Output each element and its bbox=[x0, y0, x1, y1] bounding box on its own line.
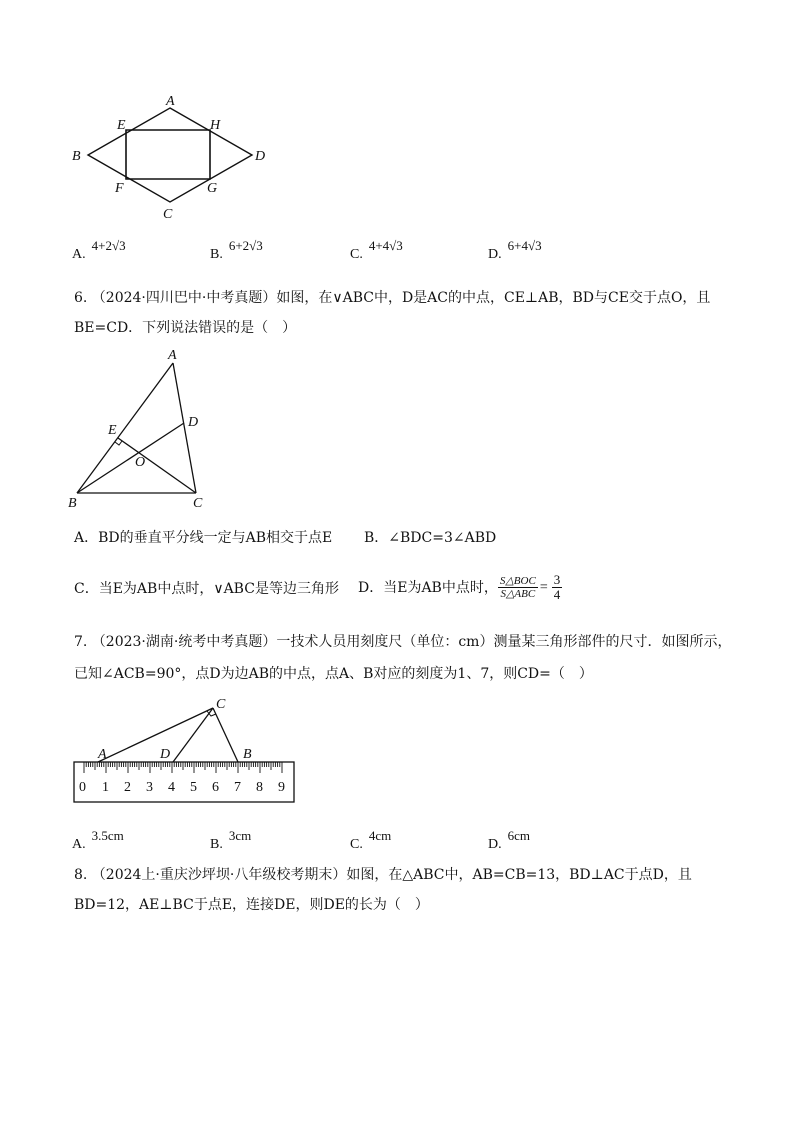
option-value: 6cm bbox=[507, 828, 531, 843]
q7-option-a[interactable] bbox=[72, 828, 124, 853]
q6-option-c[interactable]: C．当E为AB中点时，∨ABC是等边三角形 bbox=[74, 581, 339, 597]
option-value: 4cm bbox=[368, 828, 392, 843]
label-b: B bbox=[243, 747, 252, 762]
option-label: B. bbox=[210, 837, 223, 852]
fraction-denominator: S△ABC bbox=[500, 588, 536, 600]
q5-option-b[interactable] bbox=[210, 238, 263, 263]
label-o: O bbox=[135, 455, 146, 470]
option-label: B. bbox=[210, 247, 223, 262]
ruler-number: 1 bbox=[102, 780, 109, 795]
ruler-number: 5 bbox=[190, 780, 197, 795]
figure-triangle-abc bbox=[60, 340, 240, 510]
q7-option-d[interactable] bbox=[488, 828, 531, 853]
q7-stem-line2: 已知∠ACB=90°，点D为边AB的中点，点A、B对应的刻度为1、7，则CD=（ ） bbox=[74, 666, 593, 682]
label-e: E bbox=[108, 423, 117, 438]
option-d-prefix: D．当E为AB中点时， bbox=[358, 579, 498, 596]
figure-rhombus bbox=[60, 88, 280, 223]
option-label: D. bbox=[488, 247, 502, 262]
fraction-numerator: 3 bbox=[553, 572, 561, 587]
label-d: D bbox=[188, 415, 199, 430]
q6-stem-line1: 6. （2024·四川巴中·中考真题）如图，在∨ABC中，D是AC的中点，CE⊥AB，BD与CE交于点O，且 bbox=[74, 290, 711, 306]
option-value: 3cm bbox=[228, 828, 252, 843]
segment-ac bbox=[98, 708, 213, 762]
equals-sign: = bbox=[539, 579, 548, 595]
q5-option-c[interactable] bbox=[350, 238, 403, 263]
ruler-number: 8 bbox=[256, 780, 263, 795]
q5-option-a[interactable] bbox=[72, 238, 126, 263]
option-label: A. bbox=[72, 247, 86, 262]
rectangle-efgh bbox=[126, 130, 210, 179]
label-c: C bbox=[216, 697, 226, 712]
ruler-number: 6 bbox=[212, 780, 219, 795]
option-value: 4+4√3 bbox=[368, 238, 403, 253]
option-value: 6+4√3 bbox=[507, 238, 542, 253]
q7-option-b[interactable] bbox=[210, 828, 252, 853]
option-label: A. bbox=[72, 837, 86, 852]
label-h: H bbox=[210, 118, 221, 133]
segment-ab bbox=[77, 363, 173, 493]
q6-stem-line2: BE=CD．下列说法错误的是（ ） bbox=[74, 320, 297, 336]
option-label: C. bbox=[350, 837, 363, 852]
q7-option-c[interactable] bbox=[350, 828, 392, 853]
label-b: B bbox=[68, 496, 77, 510]
ruler-number: 2 bbox=[124, 780, 131, 795]
value-fraction bbox=[552, 573, 563, 602]
label-c: C bbox=[163, 207, 173, 222]
fraction-numerator: S△BOC bbox=[499, 575, 536, 587]
rhombus-abcd bbox=[88, 108, 252, 202]
label-c: C bbox=[193, 496, 203, 510]
fraction-denominator: 4 bbox=[553, 587, 561, 602]
label-a: A bbox=[168, 348, 177, 363]
ruler-number: 7 bbox=[234, 780, 241, 795]
q6-option-d[interactable] bbox=[358, 573, 562, 602]
ruler-number: 9 bbox=[278, 780, 285, 795]
label-a: A bbox=[98, 747, 107, 762]
label-g: G bbox=[207, 181, 218, 196]
q8-stem-line1: 8. （2024上·重庆沙坪坝·八年级校考期末）如图，在△ABC中，AB=CB=13，BD⊥AC于点D，且 bbox=[74, 867, 692, 883]
ruler-number: 4 bbox=[168, 780, 175, 795]
q7-stem-line1: 7. （2023·湖南·统考中考真题）一技术人员用刻度尺（单位：cm）测量某三角形部件的尺寸．如图所示， bbox=[74, 634, 732, 650]
q6-option-b[interactable]: B．∠BDC=3∠ABD bbox=[364, 530, 497, 546]
segment-bd bbox=[77, 423, 184, 493]
option-value: 6+2√3 bbox=[228, 238, 263, 253]
segment-cb bbox=[213, 708, 238, 762]
ruler-number: 0 bbox=[79, 780, 86, 795]
label-d: D bbox=[160, 747, 171, 762]
label-e: E bbox=[117, 118, 126, 133]
ruler-number: 3 bbox=[146, 780, 153, 795]
option-value: 3.5cm bbox=[91, 828, 124, 843]
right-angle-mark bbox=[115, 441, 122, 445]
label-d: D bbox=[255, 149, 266, 164]
q6-option-a[interactable]: A．BD的垂直平分线一定与AB相交于点E bbox=[74, 530, 333, 546]
option-value: 4+2√3 bbox=[91, 238, 126, 253]
figure-ruler-triangle bbox=[60, 692, 310, 812]
label-b: B bbox=[72, 149, 81, 164]
area-ratio-fraction bbox=[498, 575, 538, 600]
ruler-ticks bbox=[84, 762, 282, 773]
option-label: D. bbox=[488, 837, 502, 852]
segment-dc bbox=[173, 708, 213, 762]
q5-option-d[interactable] bbox=[488, 238, 542, 263]
label-a: A bbox=[166, 94, 175, 109]
segment-ce bbox=[118, 438, 196, 493]
label-f: F bbox=[115, 181, 124, 196]
option-label: C. bbox=[350, 247, 363, 262]
q8-stem-line2: BD=12，AE⊥BC于点E，连接DE，则DE的长为（ ） bbox=[74, 897, 429, 913]
